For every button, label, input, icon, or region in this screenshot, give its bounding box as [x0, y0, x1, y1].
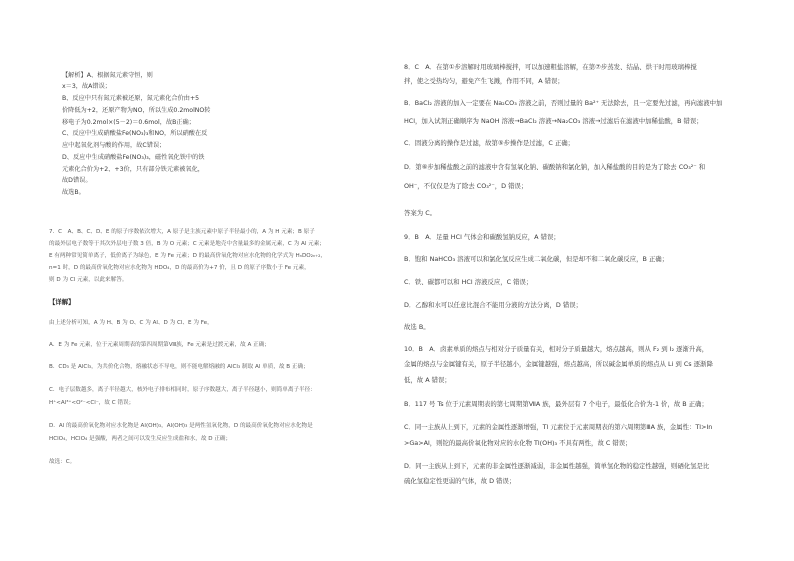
left-top-line: 应中起氧化剂与酸的作用，故C错误；	[62, 142, 166, 149]
left-bottom-line: HClO₄，HClO₄ 是强酸，两者之间可以发生反应生成盐和水，故 D 正确；	[49, 436, 232, 442]
right-line: HCl，加入试剂正确顺序为 NaOH 溶液→BaCl₂ 溶液→Na₂CO₃ 溶液→过滤后在滤液中加稀盐酸，B 错误；	[404, 117, 703, 125]
right-line: 答案为 C。	[404, 209, 437, 217]
left-bottom-line: A．E 为 Fe 元素，位于元素周期表的第四周期第Ⅷ族，Fe 元素是过渡元素，故 A 正确；	[49, 342, 270, 348]
right-line: B．饱和 NaHCO₃ 溶液可以和氯化氢反应生成二氧化碳，但是却不和二氧化碳反应，B 正确；	[404, 255, 669, 263]
right-line: 10．B A．卤素单质的熔点与相对分子质量有关，相对分子质量越大，熔点越高，则从 F₂ 到 I₂ 逐渐升高，	[404, 345, 709, 353]
right-line: 8．C A．在第①步溶解时用玻璃棒搅拌，可以加速粗盐溶解，在第⑦步蒸发、结晶、烘干时用玻璃棒搅	[404, 63, 697, 71]
right-line: B．BaCl₂ 溶液的加入一定要在 Na₂CO₃ 溶液之前，否则过量的 Ba²⁺ 无法除去，且一定要先过滤，再向滤液中加	[404, 99, 723, 107]
left-top-line: 故D错误。	[62, 177, 92, 184]
left-top-line: 价降低为+2，还原产物为NO，所以生成0.2molNO转	[62, 107, 211, 114]
right-line: D．乙醇和水可以任意比混合不能用分液的方法分离，D 错误；	[404, 301, 583, 309]
left-bottom-line: D．Al 的最高价氧化物对应水化物是 Al(OH)₃，Al(OH)₃ 是两性氢氧化物，D 的最高价氧化物对应水化物是	[49, 423, 313, 429]
right-line: 拌，使之受热均匀，避免产生飞溅，作用不同，A 错误；	[404, 77, 564, 85]
left-mid-line: 的最外层电子数等于其次外层电子数 3 倍，B 为 O 元素；C 元素是地壳中含量最多的金属元素，C 为 Al 元素；	[49, 241, 325, 247]
left-top-line: 【解析】A、根据氮元素守恒，则	[62, 72, 153, 79]
right-line: 低，故 A 错误；	[404, 376, 451, 384]
left-top-line: 移电子为0.2mol×(5－2)＝0.6mol，故B正确；	[62, 119, 195, 126]
detail-heading: 【详解】	[49, 298, 75, 306]
right-line: 故选 B。	[404, 323, 430, 331]
left-mid-line: n=1 时，D 的最高价氧化物对应水化物为 HDO₄，D 的最高价为+7 价，且 D 的原子序数小于 Fe 元素，	[49, 265, 310, 271]
right-line: B．117 号 Ts 位于元素周期表的第七周期第ⅦA 族，最外层有 7 个电子，最低化合价为-1 价，故 B 正确；	[404, 400, 708, 408]
right-line: C．同一主族从上到下，元素的金属性逐渐增强，Tl 元素位于元素周期表的第六周期第ⅢA 族，金属性：Tl>In	[404, 423, 713, 431]
right-line: 硫化氢稳定性更弱的气体，故 D 错误；	[404, 477, 516, 485]
left-top-line: 故选B。	[62, 189, 85, 196]
right-line: D．第⑥步加稀盐酸之前的滤液中含有氢氧化钠、碳酸钠和氯化钠，加入稀盐酸的目的是为了除去 CO₃²⁻ 和	[404, 163, 706, 171]
right-line: >Ga>Al，则铊的最高价氧化物对应的水化物 Tl(OH)₃ 不具有两性，故 C 错误；	[404, 439, 632, 447]
left-top-line: D、反应中生成硝酸盐Fe(NO₃)₃，磁性氧化铁中的铁	[62, 154, 205, 161]
left-mid-line: E 有两种常见简单离子，低价离子为绿色，E 为 Fe 元素；D 的最高价氧化物对应水化物的化学式为 HₙDO₂ₙ₊₂，	[49, 253, 326, 259]
left-top-line: C、反应中生成硝酸盐Fe(NO₃)₃和NO，所以硝酸在反	[62, 130, 208, 137]
left-bottom-line: 由上述分析可知，A 为 H、B 为 O、C 为 Al、D 为 Cl、E 为 Fe，	[49, 320, 213, 326]
left-top-line: x＝3，故A错误；	[62, 83, 111, 90]
left-bottom-line: B．CD₃ 是 AlCl₃，为共价化合物，熔融状态不导电，则不能电解熔融的 AlCl₃ 制取 Al 单质，故 B 正确；	[49, 364, 309, 370]
right-line: D．同一主族从上到下，元素的非金属性逐渐减弱，非金属性越强，简单氢化物的稳定性越强，则硒化氢是比	[404, 462, 710, 470]
left-top-line: B、反应中只有氮元素被还原，氮元素化合价由+5	[62, 95, 200, 102]
right-line: 金属的熔点与金属键有关，原子半径越小，金属键越强，熔点越高，所以碱金属单质的熔点从 Li 到 Cs 逐渐降	[404, 360, 713, 368]
left-bottom-line: C．电子层数越多，离子半径越大，核外电子排布相同时，原子序数越大，离子半径越小，则简单离子半径：	[49, 387, 316, 393]
left-top-line: 元素化合价为+2、+3价，只有部分铁元素被氧化，	[62, 166, 204, 173]
right-line: C．固液分离的操作是过滤，故第⑤步操作是过滤，C 正确；	[404, 139, 575, 147]
left-bottom-line: H⁺<Al³⁺<O²⁻<Cl⁻，故 C 错误；	[49, 400, 135, 406]
left-bottom-line: 故选：C。	[49, 459, 76, 465]
right-line: C．铁、碳都可以和 HCl 溶液反应，C 错误；	[404, 278, 533, 286]
right-line: 9．B A．足量 HCl 气体会和碳酸氢钠反应，A 错误；	[404, 233, 560, 241]
left-mid-line: 7．C A、B、C、D、E 的原子序数依次增大，A 原子是主族元素中原子半径最小的，A 为 H 元素；B 原子	[49, 229, 315, 235]
right-line: OH⁻，不仅仅是为了除去 CO₃²⁻，D 错误；	[404, 182, 528, 190]
left-mid-line: 则 D 为 Cl 元素，以此来解答。	[49, 277, 128, 283]
